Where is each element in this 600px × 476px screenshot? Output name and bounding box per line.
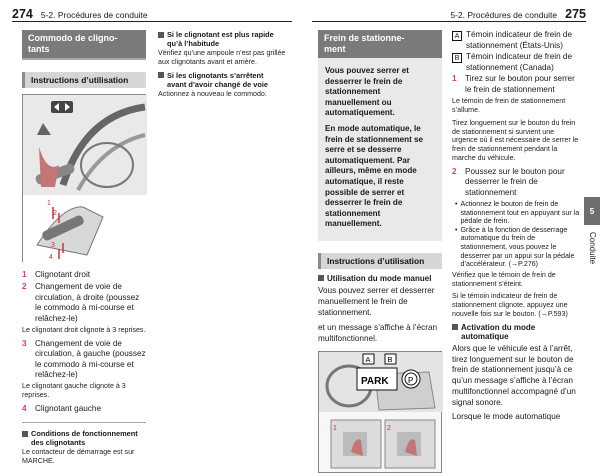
auto-mode-paragraph-2: Lorsque le mode automatique [452,411,561,421]
callout-4: 4 [49,254,53,261]
right-page-number: 275 [565,7,586,21]
list-item [22,282,146,324]
list-item [22,404,146,414]
turn-signal-section-title: Commodo de cligno- tants [22,30,146,60]
left-page-number: 274 [12,7,33,21]
right-page-header [450,5,586,21]
intro-paragraph-2: En mode automatique, le frein de stationnement se serre et se desserre automatiquement. Par ailleurs, même en mode automatique, il reste possible de serrer et desserrer le frein de stationnement manuellement. [325,123,424,229]
conditions-block [22,422,146,466]
p-symbol: P [408,375,414,385]
list-item: • Actionnez le bouton de frein de stationnement tout en appuyant sur la pédale de frein. [455,199,580,226]
step-text: Changement de voie de circulation, à droite (poussez le commodo à mi-course et relâchez-le) [35,282,140,323]
step-note: Le clignotant gauche clignote à 3 reprises. [22,382,126,400]
faster-heading: Si le clignotant est plus rapide qu’à l’habitude [158,30,288,48]
list-item [22,339,146,381]
parking-brake-illustration [319,352,443,474]
stopped-heading: Si les clignotants s’arrêtent avant d’avoir changé de voie [158,71,288,89]
step-number: 4 [22,404,27,414]
faster-text: Vérifiez qu’une ampoule n’est pas grillée aux clignotants avant et arrière. [158,49,286,66]
parking-brake-section-title: Frein de stationne- ment [318,30,442,58]
park-indicator: PARK [361,375,389,387]
manual-paragraph: Vous pouvez serrer et desserrer manuellement le frein de stationnement. [318,285,435,317]
parking-brake-subheading: Instructions d’utilisation [318,253,442,269]
step-text: Changement de voie de circulation, à gauche (poussez le commodo à mi-course et relâchez-le) [35,338,146,380]
conditions-heading: Conditions de fonctionnement des clignotants [22,429,146,447]
note-1: Le témoin de frein de stationnement s’allume. [452,97,566,114]
left-page-header [12,5,148,21]
chapter-label: Conduite [588,232,597,265]
middle-column [158,30,288,102]
figure-callout-1: 1 [333,424,337,432]
step-number: 3 [22,338,27,348]
list-item [452,167,580,198]
step-text: Clignotant droit [35,270,91,279]
left-column [22,30,146,470]
step-note: Le clignotant droit clignote à 3 reprises. [22,326,146,335]
square-bullet-icon [158,32,164,38]
parking-brake-figure [318,351,442,473]
label-b: B [387,354,393,364]
manual-paragraph-2: et un message s’affiche à l’écran multifonctionnel. [318,323,438,344]
parking-brake-intro [318,58,442,241]
release-bullets [455,200,580,269]
note-3: Vérifiez que le témoin de frein de stationnement s’éteint. [452,270,556,288]
callout-3: 3 [51,242,55,249]
step-text: Poussez sur le bouton pour desserrer le frein de stationnement [465,166,565,197]
square-bullet-icon [22,431,28,437]
auto-mode-paragraph: Alors que le véhicule est à l’arrêt, tirez longuement sur le bouton de frein de stationnement jusqu’à ce qu’un message s’affiche à l’écran multifonctionnel accompagné d’un signal sonore. [452,343,576,407]
left-header-rule [12,21,292,22]
chapter-tab: 5 [584,197,600,225]
square-bullet-icon [318,275,324,281]
note-2: Tirez longuement sur le bouton du frein de stationnement si survient une urgence où il est nécessaire de serrer le frein de stationnement pendant la marche du véhicule. [452,118,579,162]
stopped-text: Actionnez à nouveau le commodo. [158,89,267,98]
turn-signal-steps [22,270,146,414]
callout-2: 2 [53,210,57,217]
box-label-a: A [452,31,462,41]
indicator-a: A Témoin indicateur de frein de stationnement (États-Unis) [452,30,580,51]
box-label-b: B [452,53,462,63]
left-section-title: 5-2. Procédures de conduite [40,10,148,20]
turn-signal-figure [22,94,146,262]
right-header-rule [312,21,586,22]
conditions-text: Le contacteur de démarrage est sur MARCHE. [22,448,135,466]
parking-brake-column [318,30,442,473]
list-item [452,74,580,95]
indicator-b: B Témoin indicateur de frein de stationnement (Canada) [452,52,580,73]
parking-brake-details-column [452,30,580,425]
list-item [22,270,146,280]
right-section-title: 5-2. Procédures de conduite [450,10,558,20]
auto-mode-heading: Activation du mode automatique [452,323,580,341]
parking-brake-steps-2 [452,167,580,198]
step-number: 2 [22,282,27,292]
step-text: Tirez sur le bouton pour serrer le frein de stationnement [465,74,575,94]
intro-paragraph-1: Vous pouvez serrer et desserrer le frein de stationnement manuellement ou automatiquement. [325,66,409,118]
step-text: Clignotant gauche [35,404,102,414]
square-bullet-icon [158,72,164,78]
turn-signal-subheading: Instructions d’utilisation [22,72,146,88]
list-item: • Grâce à la fonction de desserrage automatique du frein de stationnement, vous pouvez le desserrer par un appui sur la pédale d’accélérateur. (→P.276) [455,225,575,269]
parking-brake-steps [452,74,580,95]
label-a: A [365,354,371,364]
callout-1: 1 [47,200,51,207]
manual-mode-heading: Utilisation du mode manuel [318,274,442,283]
figure-callout-2: 2 [387,424,391,432]
note-4: Si le témoin indicateur de frein de stationnement clignote, appuyez une nouvelle fois sur le bouton. (→P.593) [452,292,568,318]
step-number: 2 [452,166,457,176]
step-number: 1 [22,270,27,279]
square-bullet-icon [452,324,458,330]
step-number: 1 [452,74,457,84]
turn-signal-illustration [23,95,147,263]
